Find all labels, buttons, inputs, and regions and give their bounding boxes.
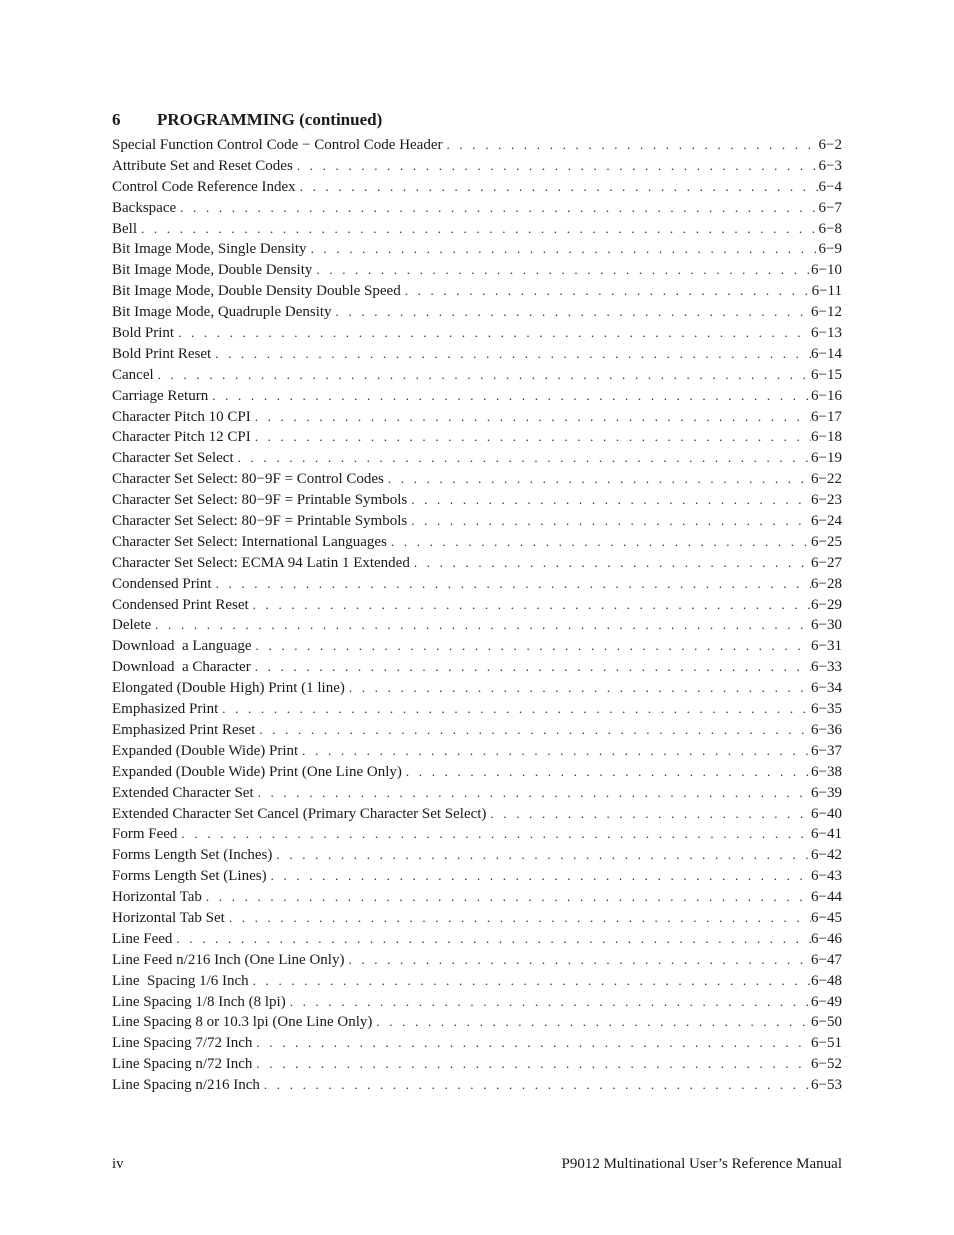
toc-entry[interactable] [112,407,842,428]
toc-entry-page: 6−8 [818,220,842,237]
dot-leader [208,386,811,407]
toc-entry[interactable] [112,281,842,302]
dot-leader [252,636,811,657]
toc-entry-page: 6−31 [811,638,842,655]
toc-entry-title: Bit Image Mode, Double Density [112,262,313,279]
toc-entry-title: Attribute Set and Reset Codes [112,157,293,174]
toc-entry[interactable] [112,219,842,240]
toc-entry-page: 6−13 [811,325,842,342]
dot-leader [345,678,811,699]
toc-entry[interactable] [112,1012,842,1033]
toc-entry-page: 6−43 [811,868,842,885]
toc-entry-page: 6−50 [811,1014,842,1031]
toc-entry-title: Character Set Select: 80−9F = Control Codes [112,471,384,488]
toc-entry-title: Backspace [112,199,177,216]
toc-entry-page: 6−37 [811,742,842,759]
dot-leader [251,427,811,448]
toc-entry-title: Forms Length Set (Inches) [112,847,273,864]
toc-entry[interactable] [112,929,842,950]
toc-entry-page: 6−52 [811,1056,842,1073]
toc-entry[interactable] [112,636,842,657]
dot-leader [387,532,811,553]
toc-entry-title: Download a Character [112,659,251,676]
dot-leader [332,302,811,323]
toc-entry-title: Bell [112,220,137,237]
toc-entry-title: Special Function Control Code − Control Code Header [112,137,443,153]
dot-leader [176,198,818,219]
toc-entry[interactable] [112,323,842,344]
toc-entry-title: Bit Image Mode, Single Density [112,241,307,258]
footer-page-number: iv [112,1156,124,1172]
toc-entry-page: 6−9 [818,241,842,258]
dot-leader [443,135,819,156]
toc-entry-page: 6−46 [811,930,842,947]
dot-leader [251,407,811,428]
toc-entry[interactable] [112,720,842,741]
dot-leader [384,469,811,490]
dot-leader [260,1075,811,1096]
toc-entry[interactable] [112,678,842,699]
toc-entry-page: 6−10 [811,262,842,279]
dot-leader [249,595,811,616]
toc-entry-title: Form Feed [112,826,178,843]
toc-entry-title: Character Set Select [112,450,234,467]
dot-leader [252,1054,811,1075]
dot-leader [372,1012,811,1033]
dot-leader [312,260,811,281]
toc-entry[interactable] [112,553,842,574]
dot-leader [154,365,811,386]
toc-entry[interactable] [112,490,842,511]
toc-entry[interactable] [112,845,842,866]
toc-entry-title: Bit Image Mode, Double Density Double Speed [112,283,401,300]
dot-leader [251,657,811,678]
toc-entry-title: Character Pitch 12 CPI [112,429,251,446]
footer-manual-title: P9012 Multinational User’s Reference Manual [561,1156,842,1172]
toc-entry[interactable] [112,804,842,825]
toc-entry-page: 6−29 [811,596,842,613]
toc-entry-title: Expanded (Double Wide) Print [112,742,299,759]
dot-leader [151,615,811,636]
toc-entry[interactable] [112,762,842,783]
toc-entry-page: 6−34 [811,680,842,697]
toc-entry-title: Line Spacing n/72 Inch [112,1056,253,1073]
toc-entry-title: Expanded (Double Wide) Print (One Line Only) [112,763,402,780]
toc-entry-title: Character Set Select: 80−9F = Printable Symbols [112,492,408,509]
toc-entry[interactable] [112,824,842,845]
toc-entry-page: 6−3 [818,157,842,174]
toc-entry-title: Line Feed [112,930,173,947]
toc-entry[interactable] [112,511,842,532]
dot-leader [212,574,811,595]
toc-entry-page: 6−4 [818,178,842,195]
toc-entry-page: 6−51 [811,1035,842,1052]
toc-entry-page: 6−22 [811,471,842,488]
toc-entry-page: 6−16 [811,387,842,404]
toc-entry[interactable] [112,198,842,219]
toc-entry-page: 6−39 [811,784,842,801]
dot-leader [225,908,811,929]
toc-entry-page: 6−33 [811,659,842,676]
toc-entry-page: 6−18 [811,429,842,446]
toc-entry-page: 6−7 [818,199,842,216]
toc-entry[interactable] [112,971,842,992]
toc-entry[interactable] [112,866,842,887]
toc-entry-page: 6−28 [811,575,842,592]
dot-leader [296,177,819,198]
section-heading [112,110,382,130]
toc-entry[interactable] [112,699,842,720]
dot-leader [344,950,811,971]
dot-leader [234,448,811,469]
toc-entry[interactable] [112,574,842,595]
toc-entry-title: Condensed Print Reset [112,596,249,613]
toc-entry-page: 6−53 [811,1077,842,1094]
toc-entry[interactable] [112,595,842,616]
dot-leader [402,762,811,783]
toc-entry-page: 6−17 [811,408,842,425]
toc-entry[interactable] [112,386,842,407]
dot-leader [307,239,819,260]
dot-leader [255,720,811,741]
toc-entry-title: Carriage Return [112,387,209,404]
toc-entry-title: Download a Language [112,638,252,655]
toc-entry-page: 6−19 [811,450,842,467]
toc-entry[interactable] [112,992,842,1013]
dot-leader [298,741,811,762]
toc-entry-title: Horizontal Tab Set [112,909,225,926]
toc-entry-title: Line Feed n/216 Inch (One Line Only) [112,951,345,968]
dot-leader [486,804,811,825]
toc-entry-title: Delete [112,617,152,634]
toc-entry-page: 6−27 [811,554,842,571]
toc-entry-title: Bit Image Mode, Quadruple Density [112,304,332,321]
dot-leader [137,219,819,240]
toc-entry[interactable] [112,448,842,469]
toc-entry[interactable] [112,365,842,386]
toc-entry-page: 6−41 [811,826,842,843]
toc-entry[interactable] [112,135,842,156]
toc-entry[interactable] [112,657,842,678]
toc-entry-title: Character Pitch 10 CPI [112,408,251,425]
toc-entry-page: 6−49 [811,993,842,1010]
toc-entry[interactable] [112,239,842,260]
dot-leader [218,699,811,720]
dot-leader [174,323,811,344]
toc-entry-title: Horizontal Tab [112,889,202,906]
toc-entry-title: Bold Print [112,325,175,342]
toc-entry-title: Line Spacing 7/72 Inch [112,1035,253,1052]
dot-leader [211,344,811,365]
toc-entry-title: Line Spacing 8 or 10.3 lpi (One Line Only) [112,1014,373,1031]
table-of-contents [112,135,842,1096]
section-number: 6 [112,110,121,129]
toc-entry[interactable] [112,1033,842,1054]
toc-entry-page: 6−2 [818,137,842,153]
toc-entry-page: 6−47 [811,951,842,968]
dot-leader [401,281,812,302]
dot-leader [202,887,811,908]
dot-leader [286,992,811,1013]
toc-entry[interactable] [112,615,842,636]
toc-entry-title: Character Set Select: ECMA 94 Latin 1 Extended [112,554,410,571]
toc-entry-page: 6−44 [811,889,842,906]
toc-entry-title: Forms Length Set (Lines) [112,868,267,885]
section-title: PROGRAMMING (continued) [157,110,383,129]
dot-leader [293,156,819,177]
toc-entry[interactable] [112,950,842,971]
toc-entry-title: Character Set Select: 80−9F = Printable Symbols [112,513,408,530]
toc-entry-page: 6−12 [811,304,842,321]
toc-entry-page: 6−14 [811,345,842,362]
toc-entry[interactable] [112,427,842,448]
toc-entry-page: 6−25 [811,533,842,550]
toc-entry[interactable] [112,532,842,553]
toc-entry-title: Cancel [112,366,154,383]
toc-entry-page: 6−48 [811,972,842,989]
dot-leader [177,824,811,845]
toc-entry-page: 6−42 [811,847,842,864]
toc-entry-title: Emphasized Print [112,701,219,718]
toc-entry[interactable] [112,177,842,198]
toc-entry-title: Line Spacing 1/8 Inch (8 lpi) [112,993,286,1010]
toc-entry[interactable] [112,469,842,490]
toc-entry-page: 6−24 [811,513,842,530]
dot-leader [272,845,811,866]
dot-leader [410,553,811,574]
toc-entry[interactable] [112,344,842,365]
toc-entry-page: 6−23 [811,492,842,509]
dot-leader [267,866,811,887]
dot-leader [249,971,811,992]
toc-entry-title: Emphasized Print Reset [112,721,256,738]
toc-entry[interactable] [112,887,842,908]
toc-entry-page: 6−40 [811,805,842,822]
toc-entry-title: Elongated (Double High) Print (1 line) [112,680,345,697]
toc-entry[interactable] [112,783,842,804]
toc-entry-title: Line Spacing n/216 Inch [112,1077,260,1094]
toc-entry-page: 6−11 [811,283,842,300]
toc-entry-title: Control Code Reference Index [112,178,296,195]
dot-leader [407,490,811,511]
toc-entry[interactable] [112,908,842,929]
toc-entry-title: Extended Character Set [112,784,254,801]
toc-entry[interactable] [112,741,842,762]
toc-entry-title: Character Set Select: International Languages [112,533,387,550]
toc-entry[interactable] [112,1075,842,1096]
toc-entry-page: 6−35 [811,701,842,718]
toc-entry-page: 6−45 [811,909,842,926]
toc-entry[interactable] [112,302,842,323]
dot-leader [252,1033,811,1054]
dot-leader [407,511,811,532]
toc-entry[interactable] [112,260,842,281]
toc-entry[interactable] [112,156,842,177]
toc-entry-title: Condensed Print [112,575,212,592]
toc-entry[interactable] [112,1054,842,1075]
toc-entry-page: 6−36 [811,721,842,738]
dot-leader [254,783,811,804]
toc-entry-page: 6−38 [811,763,842,780]
toc-entry-title: Line Spacing 1/6 Inch [112,972,249,989]
toc-entry-page: 6−30 [811,617,842,634]
dot-leader [172,929,811,950]
toc-entry-page: 6−15 [811,366,842,383]
toc-entry-title: Bold Print Reset [112,345,212,362]
toc-entry-title: Extended Character Set Cancel (Primary Character Set Select) [112,805,487,822]
